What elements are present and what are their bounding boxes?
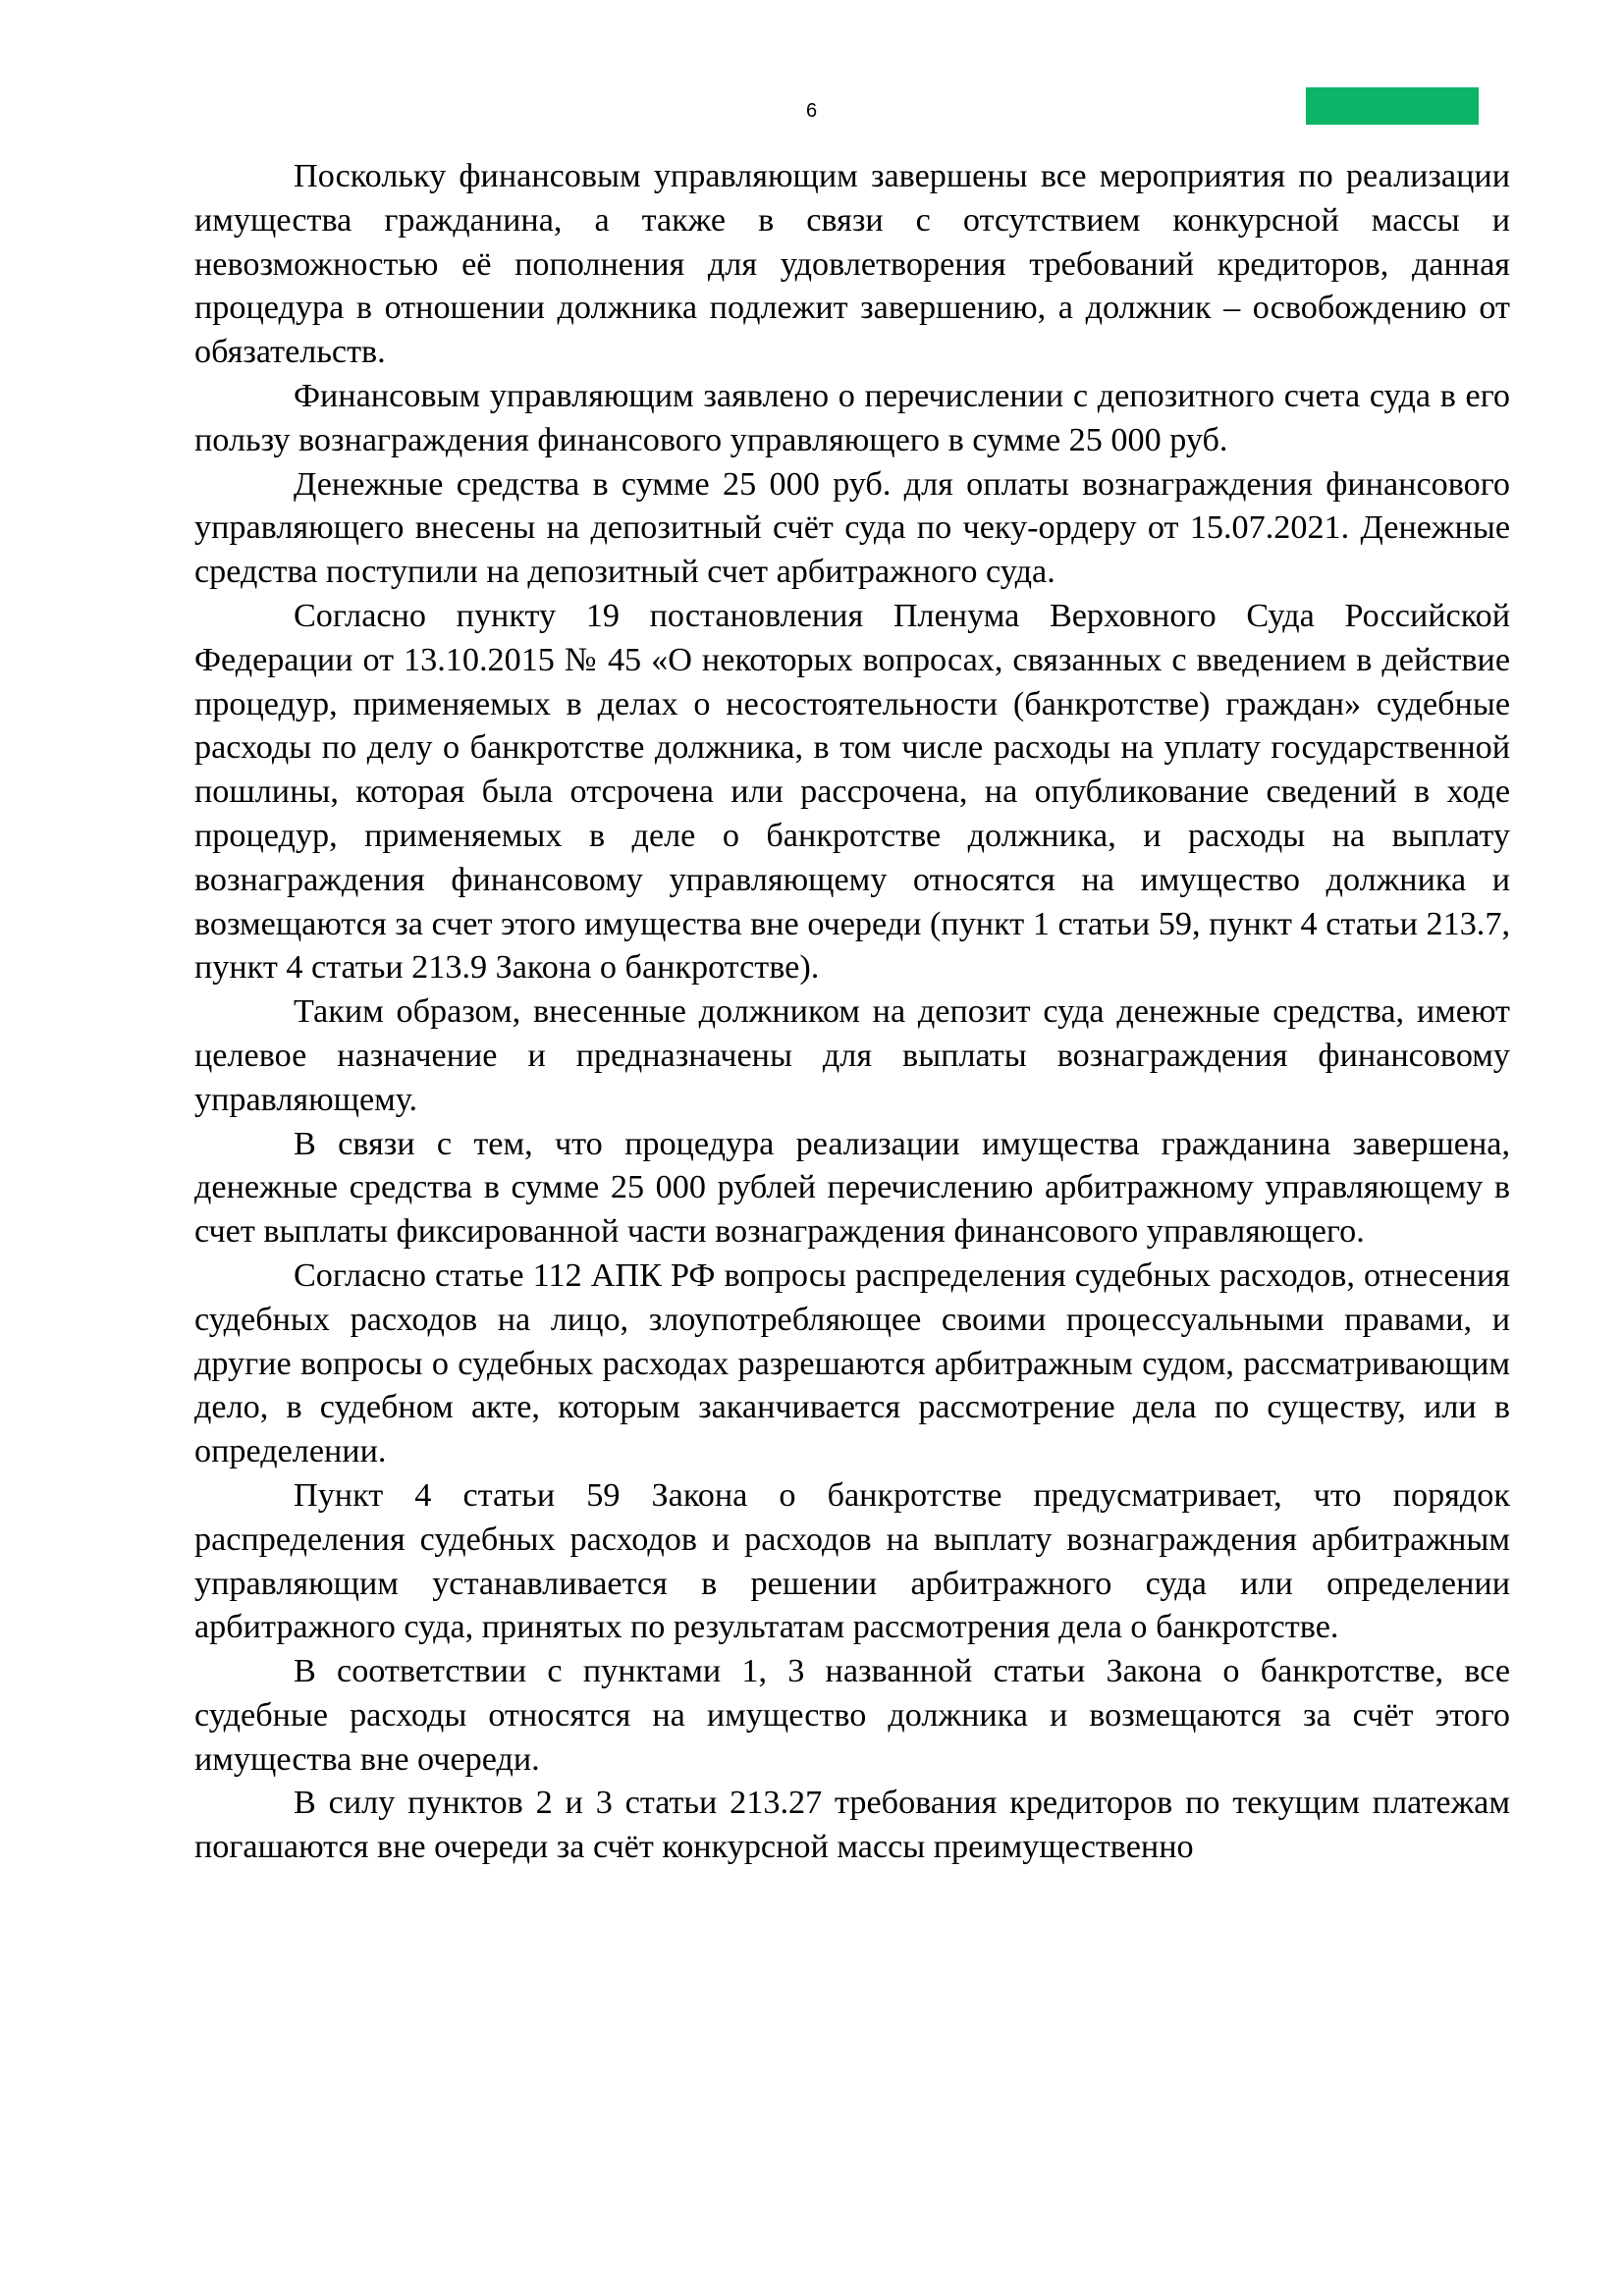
paragraph: Согласно пункту 19 постановления Пленума Верховного Суда Российской Федерации от 13.10.2015 № 45 «О некоторых вопросах, связанных с введением в действие процедур, применяемых в делах о несостоятельности (банкротстве) граждан» судебные расходы по делу о банкротстве должника, в том числе расходы на уплату государственной пошлины, которая была отсрочена или рассрочена, на опубликование сведений в ходе процедур, применяемых в деле о банкротстве должника, и расходы на выплату вознаграждения финансовому управляющему относятся на имущество должника и возмещаются за счет этого имущества вне очереди (пункт 1 статьи 59, пункт 4 статьи 213.7, пункт 4 статьи 213.9 Закона о банкротстве). — [194, 597, 1510, 987]
paragraph: Пункт 4 статьи 59 Закона о банкротстве предусматривает, что порядок распределения судебных расходов и расходов на выплату вознаграждения арбитражным управляющим устанавливается в решении арбитражного суда или определении арбитражного суда, принятых по результатам рассмотрения дела о банкротстве. — [194, 1476, 1510, 1646]
document-body — [194, 155, 1510, 1870]
paragraph: Поскольку финансовым управляющим завершены все мероприятия по реализации имущества гражданина, а также в связи с отсутствием конкурсной массы и невозможностью её пополнения для удовлетворения требований кредиторов, данная процедура в отношении должника подлежит завершению, а должник – освобождению от обязательств. — [194, 158, 1510, 371]
paragraph: В соответствии с пунктами 1, 3 названной статьи Закона о банкротстве, все судебные расходы относятся на имущество должника и возмещаются за счёт этого имущества вне очереди. — [194, 1653, 1510, 1778]
paragraph: Денежные средства в сумме 25 000 руб. для оплаты вознаграждения финансового управляющего внесены на депозитный счёт суда по чеку-ордеру от 15.07.2021. Денежные средства поступили на депозитный счет арбитражного суда. — [194, 465, 1510, 591]
paragraph: Таким образом, внесенные должником на депозит суда денежные средства, имеют целевое назначение и предназначены для выплаты вознаграждения финансовому управляющему. — [194, 993, 1510, 1118]
paragraph: В связи с тем, что процедура реализации имущества гражданина завершена, денежные средства в сумме 25 000 рублей перечислению арбитражному управляющему в счет выплаты фиксированной части вознаграждения финансового управляющего. — [194, 1125, 1510, 1251]
paragraph: В силу пунктов 2 и 3 статьи 213.27 требования кредиторов по текущим платежам погашаются вне очереди за счёт конкурсной массы преимущественно — [194, 1785, 1510, 1866]
paragraph: Финансовым управляющим заявлено о перечислении с депозитного счета суда в его пользу вознаграждения финансового управляющего в сумме 25 000 руб. — [194, 377, 1510, 458]
page-number: 6 — [805, 100, 818, 122]
paragraph: Согласно статье 112 АПК РФ вопросы распределения судебных расходов, отнесения судебных расходов на лицо, злоупотребляющее своими процессуальными правами, и другие вопросы о судебных расходах разрешаются арбитражным судом, рассматривающим дело, в судебном акте, которым заканчивается рассмотрение дела по существу, или в определении. — [194, 1256, 1510, 1470]
green-marker-bar — [1306, 87, 1479, 125]
